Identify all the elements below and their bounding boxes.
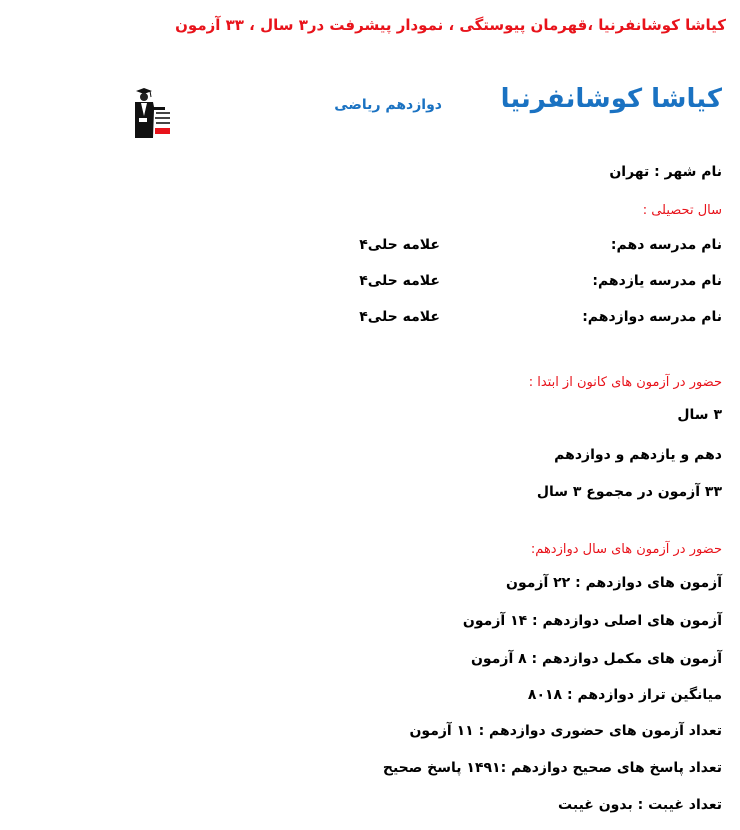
attendance-12-line: آزمون های مکمل دوازدهم : ۸ آزمون <box>470 651 722 667</box>
school-12-label: نام مدرسه دوازدهم: <box>582 309 722 325</box>
attendance-12-line: تعداد غیبت : بدون غیبت <box>558 797 722 813</box>
city-row: نام شهر : تهران <box>609 164 722 180</box>
attendance-start-heading: حضور در آزمون های کانون از ابتدا : <box>528 375 722 390</box>
student-name: کیاشا کوشانفرنیا <box>500 84 722 114</box>
attendance-12-heading: حضور در آزمون های سال دوازدهم: <box>530 542 722 557</box>
graduate-logo-icon <box>130 86 174 140</box>
school-11-value: علامه حلی۴ <box>359 273 440 289</box>
grade-label: دوازدهم ریاضی <box>334 97 442 113</box>
school-10-label: نام مدرسه دهم: <box>610 237 722 253</box>
attendance-12-line: تعداد پاسخ های صحیح دوازدهم :۱۴۹۱ پاسخ صحیح <box>382 760 722 776</box>
academic-year-label: سال تحصیلی : <box>642 203 722 218</box>
attendance-start-line: ۳ سال <box>677 407 722 423</box>
attendance-start-line: ۳۳ آزمون در مجموع ۳ سال <box>536 484 722 500</box>
page-headline: کیاشا کوشانفرنیا ،قهرمان پیوستگی ، نمودار پیشرفت در۳ سال ، ۳۳ آزمون <box>175 16 726 34</box>
attendance-start-line: دهم و یازدهم و دوازدهم <box>554 447 722 463</box>
school-10-value: علامه حلی۴ <box>359 237 440 253</box>
school-12-value: علامه حلی۴ <box>359 309 440 325</box>
school-11-label: نام مدرسه یازدهم: <box>592 273 722 289</box>
attendance-12-line: آزمون های اصلی دوازدهم : ۱۴ آزمون <box>462 613 722 629</box>
attendance-12-line: آزمون های دوازدهم : ۲۲ آزمون <box>506 575 722 591</box>
attendance-12-line: تعداد آزمون های حضوری دوازدهم : ۱۱ آزمون <box>409 723 722 739</box>
attendance-12-line: میانگین تراز دوازدهم : ۸۰۱۸ <box>527 687 722 703</box>
